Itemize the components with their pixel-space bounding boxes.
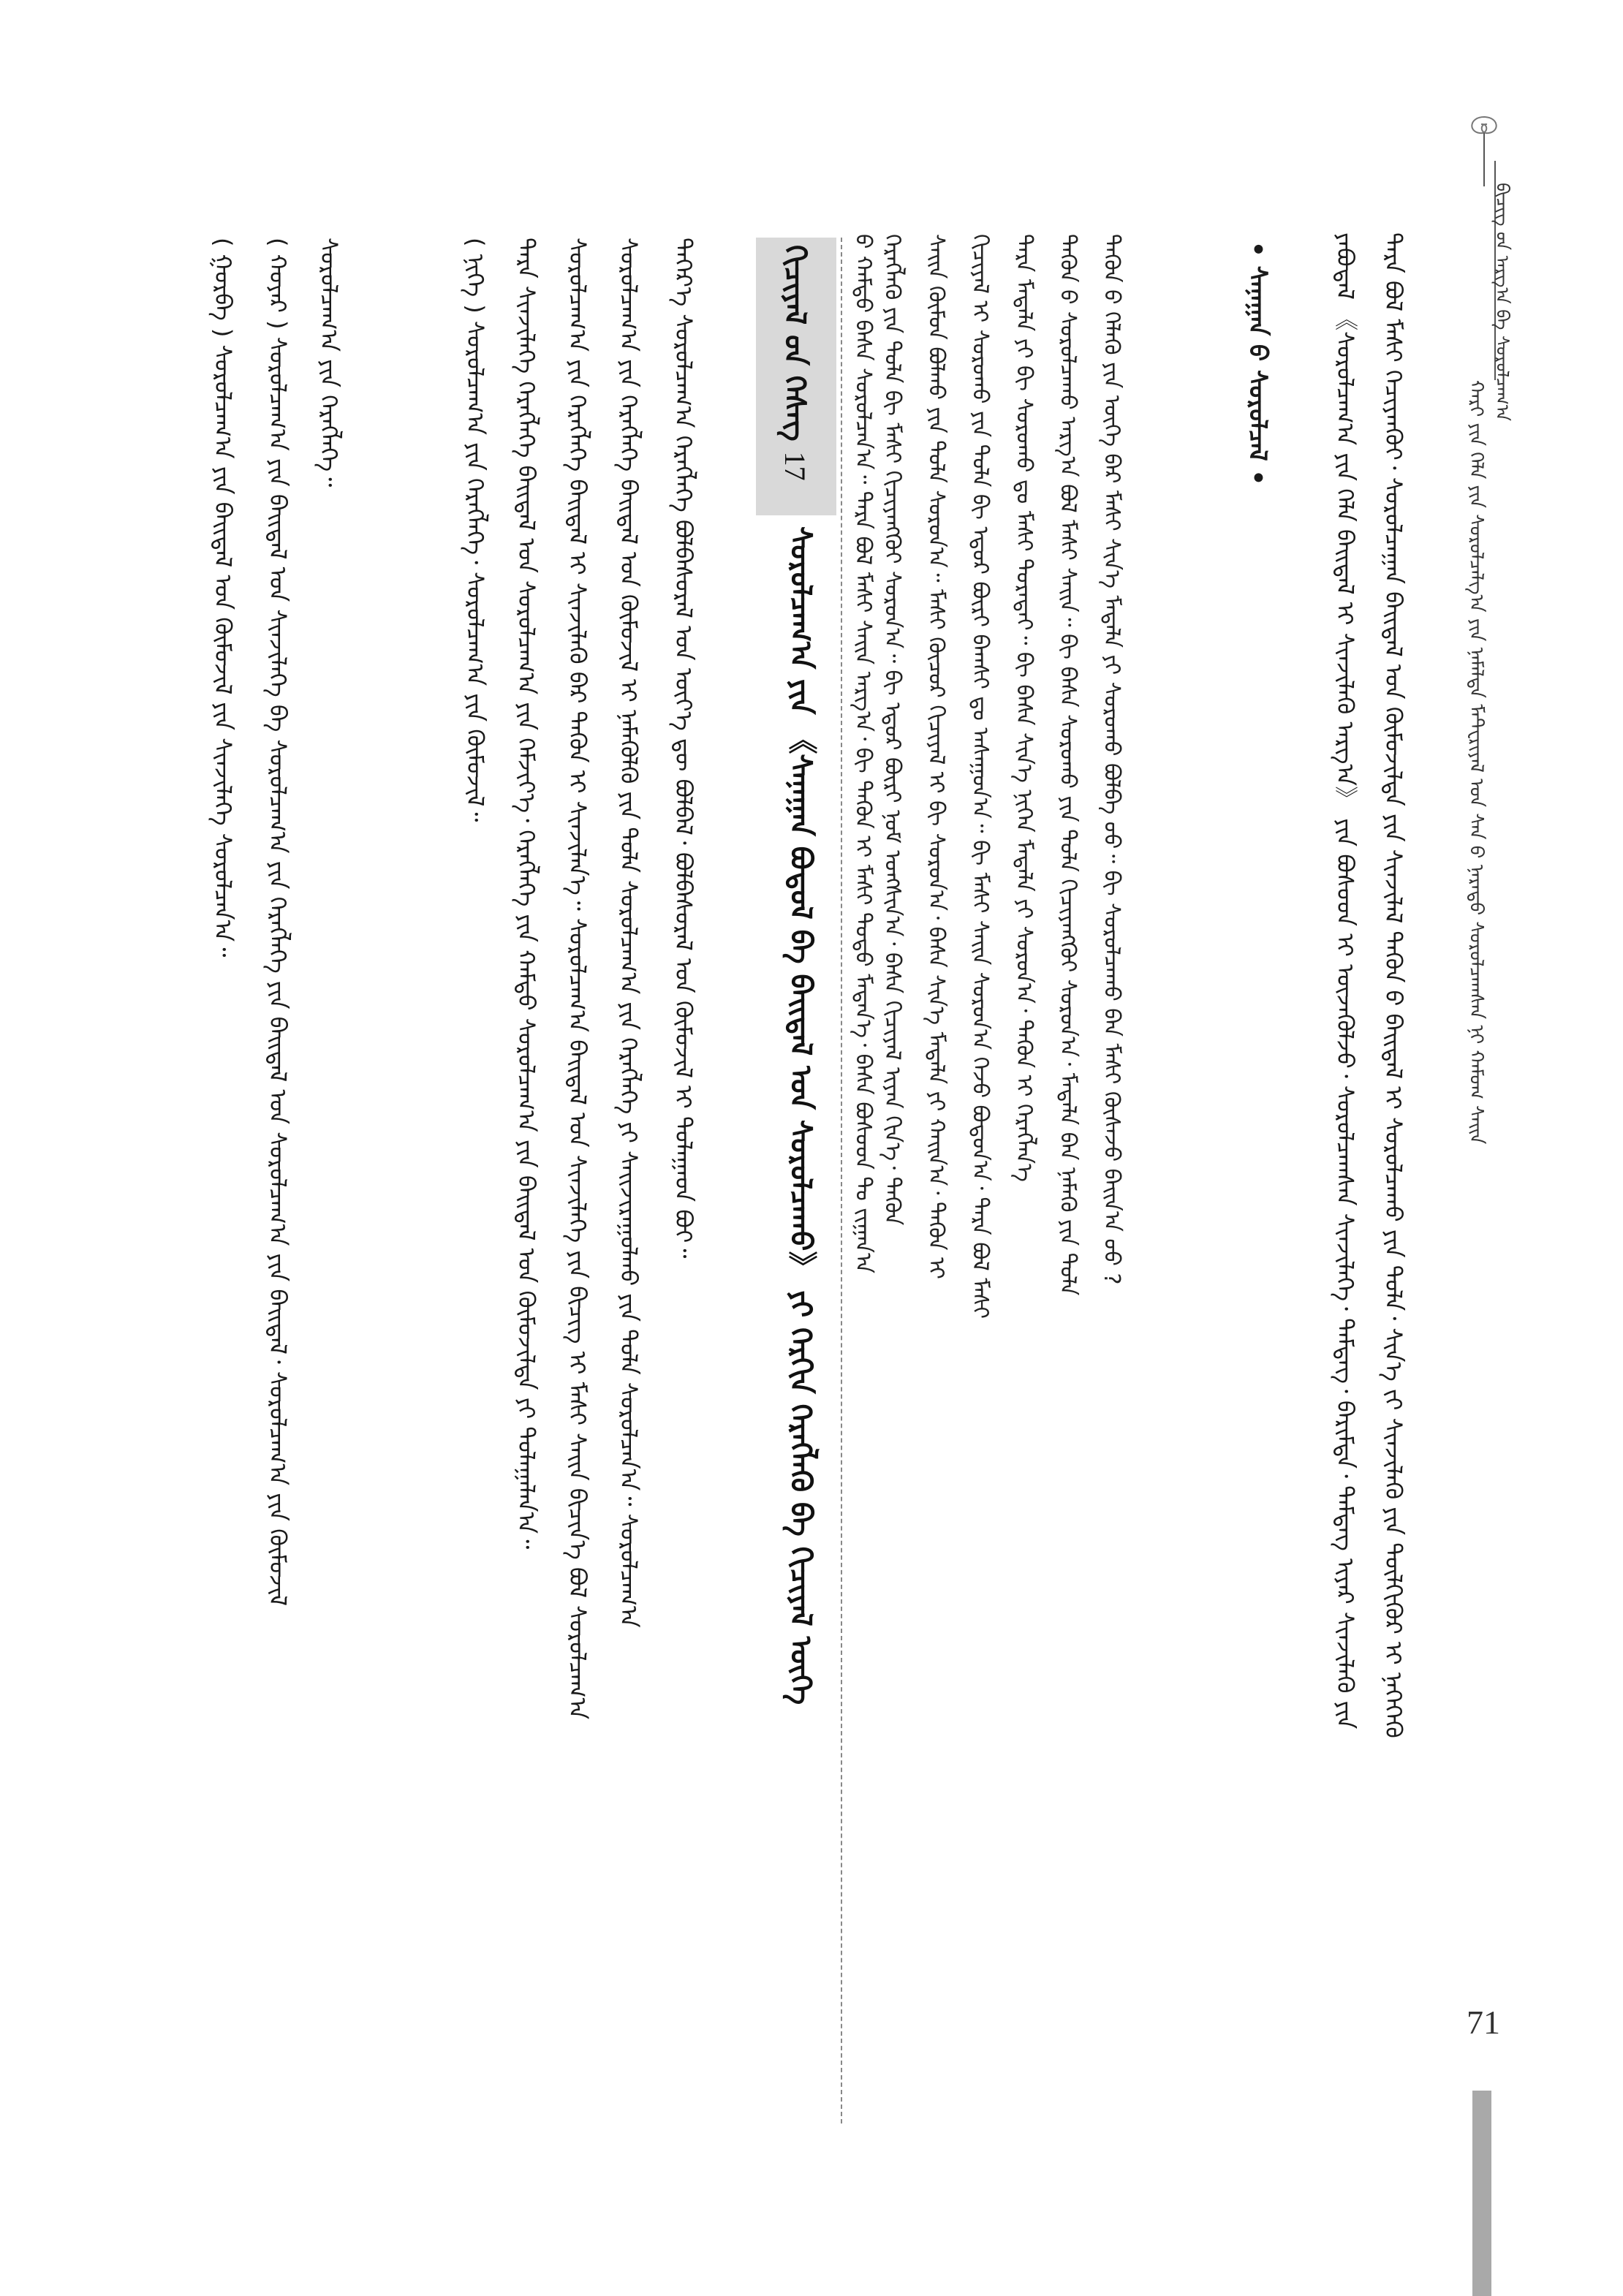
chapter-label-text: ᠬᠢᠴᠢᠶᠡᠯ ᠤ᠋ᠨ ᠬᠡᠰᠡᠭ	[778, 245, 812, 442]
poem-line: ᠲᠡᠷᠡ ᠮᠡᠳᠡᠯᠡ ᠶᠢ ᠪᠢ ᠰᠤᠷᠤᠬᠤ ᠳᠤ ᠮᠠᠰᠢ ᠳᠤᠷᠠᠲᠠᠢ᠃ ᠪᠢ ᠪᠠᠰᠠ ᠰᠢᠨ᠎ᠡ ᠨᠢᠭᠡᠨ ᠮᠡᠳᠡᠯᠡ ᠶᠢ ᠰᠤᠷᠤᠨ᠎ᠠ᠂ ᠲᠡᠭᠦᠨ ᠢ ᠬᠡᠷᠡᠭᠯᠡᠨ᠎ᠡ	[1011, 234, 1037, 1182]
poem-line: ᠲᠡᠭᠦᠨ ᠤ᠋ ᠬᠡᠯᠡᠬᠦ ᠶᠢᠨ ᠦᠭᠡ ᠪᠠᠷ ᠮᠠᠰᠢ ᠰᠢᠨ᠎ᠡ ᠮᠡᠳᠡᠯᠡ ᠶᠢ ᠰᠤᠷᠤᠬᠤ ᠪᠤᠯᠪᠠ ᠤᠤ᠃ ᠪᠢ ᠰᠤᠷᠤᠯᠴᠠᠬᠤ ᠪᠠᠨ ᠮᠠᠰᠢ ᠬᠦᠰᠡᠵᠦ ᠪᠠᠢᠨ᠎ᠠ ᠤᠤ ?	[1099, 234, 1124, 1285]
body-line: ᠰᠤᠷᠤᠯᠴᠠᠭ᠎ᠠ ᠶᠢᠨ ᠬᠡᠷᠡᠭᠯᠡᠭᠡ ᠪᠠᠢᠳᠠᠯ ᠤᠨ ᠬᠦᠮᠦᠵᠢᠯ ᠢ ᠨᠡᠮᠡᠭᠦᠯᠬᠦ ᠶᠢᠨ ᠲᠤᠯᠠ ᠰᠤᠷᠤᠯᠴᠠᠭ᠎ᠠ ᠶᠢᠨ ᠬᠡᠷᠡᠭᠯᠡᠭᠡ ᠶᠢ ᠰᠠᠢᠵᠢᠷᠠᠭᠤᠯᠬᠤ ᠶᠢᠨ ᠲᠤᠯᠠ ᠰᠤᠷᠤᠯᠴᠠᠨ᠎ᠠ᠃ ᠰᠤᠷᠤᠯᠴᠠᠭ᠎ᠠ	[615, 238, 643, 1628]
chapter-label	[769, 245, 820, 481]
poem-line: ᠬᠡᠷᠡᠭᠯᠡᠬᠦ ᠶᠢᠨ ᠲᠤᠯᠠ ᠪᠢ ᠮᠠᠰᠢ ᠬᠢᠴᠢᠶᠡᠩᠭᠦᠢ ᠰᠤᠷᠤᠨ᠎ᠠ᠃ ᠪᠢ ᠡᠳᠦᠷ ᠪᠦᠷᠢ ᠨᠣᠮ ᠤᠩᠰᠢᠨ᠎ᠠ᠂ ᠪᠠᠰᠠ ᠬᠢᠴᠢᠶᠡᠯ ᠢᠶᠡᠨ ᠬᠢᠨ᠎ᠡ᠂ ᠲᠡᠭᠦᠨ	[879, 234, 905, 1226]
section-heading: • ᠰᠠᠨᠠᠭᠠᠨ ᠤ᠋ ᠰᠤᠷᠤᠯᠴᠠᠯ •	[1243, 241, 1272, 486]
body-line: ᠳᠡᠭᠡᠷ᠎ᠡ ᠰᠤᠷᠤᠯᠴᠠᠭ᠎ᠠ ᠬᠡᠷᠡᠭᠯᠡᠭᠡ ᠪᠤᠯᠪᠠᠰᠤᠷᠠᠯ ᠤᠨ ᠦᠶ᠎ᠡ ᠳᠦ ᠪᠤᠯᠪᠠᠯ᠂ ᠪᠤᠯᠪᠠᠰᠤᠷᠠᠯ ᠤᠨ ᠬᠦᠮᠦᠵᠢᠯ ᠢ ᠲᠤᠯᠠᠭᠠᠳ ᠪᠤᠢ᠃	[670, 238, 697, 1259]
body-line: ( ᠬᠤᠶᠠᠷ ) ᠰᠤᠷᠤᠯᠴᠠᠭ᠎ᠠ ᠶᠢᠨ ᠪᠠᠢᠳᠠᠯ ᠤᠨ ᠰᠢᠨᠵᠢᠯᠡᠭᠡ ᠪᠠ ᠰᠤᠷᠤᠯᠴᠠᠭ᠎ᠠ ᠶᠢᠨ ᠬᠡᠷᠡᠭᠯᠡᠭᠡ ᠶᠢᠨ ᠪᠠᠢᠳᠠᠯ ᠤᠨ ᠰᠤᠷᠤᠯᠴᠠᠭ᠎ᠠ ᠶᠢᠨ ᠪᠠᠢᠳᠠᠯ᠂ ᠰᠤᠷᠤᠯᠴᠠᠭ᠎ᠠ ᠶᠢᠨ ᠬᠦᠮᠦᠵᠢᠯ	[264, 238, 292, 1607]
page-edge-bar	[1472, 2091, 1491, 2296]
intro-line-1: ᠲᠡᠷᠡ ᠪᠤᠯ ᠮᠠᠰᠢ ᠬᠡᠴᠢᠶᠡᠨᠬᠦᠢ᠂ ᠰᠤᠷᠤᠯᠴᠠᠭᠠᠨ ᠪᠠᠢᠳᠠᠯ ᠤᠨ ᠬᠦᠮᠦᠵᠢᠯᠲᠡ ᠶᠢᠨ ᠰᠢᠨᠵᠢᠯᠡᠯ ᠲᠡᠭᠦᠨ ᠤ᠋ ᠪᠠᠢᠳᠠᠯ ᠢ ᠰᠤᠷᠤᠯᠴᠠᠬᠤ ᠶᠢᠨ ᠲᠤᠯᠠ᠂ ᠰᠢᠨ᠎ᠡ ᠵᠢ ᠰᠢᠨᠵᠢᠯᠡᠬᠦ ᠶᠢᠨ ᠲᠦᠯᠬᠢᠭᠦᠷ ᠢ ᠨᠡᠭᠡᠭᠡᠬᠦ	[1380, 232, 1407, 1738]
running-head: ᠬᠠᠷᠢ ᠶᠢᠨ ᠬᠡᠯᠡ ᠶᠢᠨ ᠰᠤᠷᠤᠯᠴᠠᠯᠭ᠎ᠠ ᠶᠢᠨ ᠨᠡᠮᠡᠯᠲᠡ ᠮᠠᠲᠸᠷᠢᠶᠠᠯ ᠤᠨ ᠰᠠᠨ ᠤ᠋ ᠨᠡᠷᠡᠲᠦ ᠰᠤᠷᠤᠯᠴᠠᠭᠰᠠᠨ ᠨᠢ ᠬᠠᠮᠤᠭ ᠰᠠᠢᠨ	[1465, 380, 1487, 1145]
running-subhead: ᠪᠢᠴᠢᠭ ᠤ᠋ᠨ ᠠᠷᠭ᠎ᠠ ᠪᠠ ᠰᠤᠷᠤᠯᠴᠠᠭ᠎ᠠ	[1492, 183, 1513, 422]
body-line: ᠰᠤᠷᠤᠯᠴᠠᠭ᠎ᠠ ᠶᠢᠨ ᠬᠡᠷᠡᠭᠯᠡᠭᠡ᠃	[315, 238, 343, 488]
poem-line: ᠲᠡᠭᠦᠨ ᠤ᠋ ᠰᠤᠷᠤᠯᠴᠠᠬᠤ ᠠᠷᠭ᠎ᠠ ᠪᠤᠯ ᠮᠠᠰᠢ ᠰᠠᠢᠨ᠃ ᠪᠢ ᠪᠠᠰᠠ ᠰᠤᠷᠤᠬᠤ ᠶᠢᠨ ᠲᠤᠯᠠ ᠬᠢᠴᠢᠶᠡᠩᠭᠦᠢ ᠰᠤᠷᠤᠨ᠎ᠠ᠂ ᠮᠡᠳᠡᠯᠡ ᠪᠠᠨ ᠨᠡᠮᠡᠬᠦ ᠶᠢᠨ ᠲᠤᠯᠠ	[1055, 234, 1081, 1296]
intro-line-2: ᠶᠠᠪᠤᠳᠠᠯ 《ᠰᠤᠷᠤᠯᠴᠠᠭ᠎ᠠ ᠶᠢᠨ ᠬᠡᠯᠡ ᠪᠠᠢᠳᠠᠯ ᠢ ᠰᠢᠨᠵᠢᠯᠡᠬᠦ ᠠᠷᠭ᠎ᠠ》 ᠶᠢᠨ ᠪᠤᠰᠤᠳ ᠢ ᠦᠵᠡᠭᠦᠯᠵᠦ᠂ ᠰᠤᠷᠤᠯᠴᠠᠭᠰᠠᠨ ᠰᠢᠨᠵᠢᠯᠡᠭᠡ᠂ ᠲᠡᠮᠳᠡᠭ᠂ ᠪᠠᠷᠢᠮᠲᠠ᠂ ᠲᠡᠮᠳᠡᠭ ᠢᠶᠡᠷ ᠰᠢᠨᠵᠢᠯᠡᠬᠦ ᠶᠢᠨ	[1331, 232, 1359, 1729]
chapter-number: 17	[779, 451, 812, 481]
poem-line: ᠬᠢᠴᠢᠶᠡᠯ ᠢ ᠰᠤᠷᠤᠬᠤ ᠶᠢᠨ ᠲᠤᠯᠠ ᠪᠢ ᠡᠳᠦᠷ ᠪᠦᠷᠢ ᠪᠠᠭᠰᠢ ᠳᠤ ᠠᠰᠠᠭᠤᠨ᠎ᠠ᠃ ᠪᠢ ᠮᠠᠰᠢ ᠰᠠᠢᠨ ᠰᠤᠷᠤᠨ᠎ᠠ ᠭᠡᠵᠦ ᠪᠤᠳᠤᠨ᠎ᠠ᠂ ᠲᠡᠷᠡ ᠪᠤᠯ ᠮᠠᠰᠢ	[967, 234, 993, 1319]
body-line: ( ᠨᠢᠭᠡ ) ᠰᠤᠷᠤᠯᠴᠠᠭ᠎ᠠ ᠶᠢᠨ ᠬᠡᠷᠡᠭᠯᠡᠭᠡ᠂ ᠰᠤᠷᠤᠯᠴᠠᠭ᠎ᠠ ᠶᠢᠨ ᠬᠦᠮᠦᠵᠢᠯ᠃	[461, 238, 489, 822]
poem-line: ᠰᠠᠢᠨ ᠬᠦᠮᠦᠨ ᠪᠤᠯᠬᠤ ᠶᠢᠨ ᠲᠤᠯᠠ ᠰᠤᠷᠤᠨ᠎ᠠ᠃ ᠮᠠᠰᠢ ᠬᠦᠴᠦᠷ ᠬᠢᠴᠢᠶᠡᠯ ᠢ ᠪᠢ ᠰᠤᠷᠤᠨ᠎ᠠ᠂ ᠪᠠᠰᠠ ᠰᠢᠨ᠎ᠡ ᠮᠡᠳᠡᠯᠡ ᠶᠢ ᠬᠠᠢᠨ᠎ᠠ᠂ ᠲᠡᠭᠦᠨ ᠢ	[923, 234, 949, 1279]
poem-line: ᠤ᠋ ᠬᠠᠮᠲᠤ ᠪᠠᠰᠠ ᠰᠤᠷᠤᠯᠴᠠᠨ᠎ᠠ᠃ ᠲᠡᠷᠡ ᠪᠤᠯ ᠮᠠᠰᠢ ᠰᠠᠢᠨ ᠠᠷᠭ᠎ᠠ᠂ ᠪᠢ ᠲᠡᠭᠦᠨ ᠢ ᠮᠠᠰᠢ ᠲᠣᠳᠣ ᠮᠡᠳᠡᠨ᠎ᠡ᠂ ᠪᠠᠰᠠ ᠪᠤᠰᠤᠳ ᠲᠤ ᠵᠢᠭᠠᠨ᠎ᠠ	[850, 234, 876, 1273]
dashed-divider	[841, 238, 842, 2123]
chapter-title: ᠰᠤᠷᠤᠯᠴᠠᠭ᠎ᠠ ᠶᠢᠨ 《ᠰᠠᠨᠠᠭᠠᠨ ᠪᠤᠳᠤᠯ ᠪᠠ ᠪᠠᠢᠳᠠᠯ ᠤᠨ ᠰᠤᠷᠤᠯᠴᠠᠬᠤ》 ᠶᠢ ᠬᠡᠷᠬᠢᠨ ᠬᠡᠷᠡᠭᠯᠡᠬᠦ ᠪᠡ ᠬᠢᠴᠢᠶᠡᠯ ᠦᠭᠡ	[784, 526, 817, 1705]
decorative-flourish-icon	[1455, 110, 1513, 190]
body-line: ( ᠭᠤᠷᠪᠠ ) ᠰᠤᠷᠤᠯᠴᠠᠭ᠎ᠠ ᠶᠢᠨ ᠪᠠᠢᠳᠠᠯ ᠤᠨ ᠬᠦᠮᠦᠵᠢᠯ ᠶᠢᠨ ᠰᠢᠨᠵᠢᠯᠡᠭᠡ ᠰᠤᠷᠤᠯᠴᠠᠨ᠎ᠠ᠃	[209, 238, 237, 958]
body-line: ᠰᠤᠷᠤᠯᠴᠠᠭ᠎ᠠ ᠶᠢᠨ ᠬᠡᠷᠡᠭᠯᠡᠭᠡ ᠪᠠᠢᠳᠠᠯ ᠢ ᠰᠢᠨᠵᠢᠯᠡᠬᠦ ᠪᠡᠷ ᠲᠡᠭᠦᠨ ᠢ ᠰᠢᠨᠵᠢᠯᠡᠨ᠎ᠡ᠃ ᠰᠤᠷᠤᠯᠴᠠᠭ᠎ᠠ ᠪᠠᠢᠳᠠᠯ ᠤᠨ ᠰᠢᠨᠵᠢᠯᠡᠭᠡ ᠶᠢᠨ ᠪᠢᠴᠢᠭ ᠢ ᠮᠠᠰᠢ ᠰᠠᠢᠨ ᠪᠢᠴᠢᠨ᠎ᠡ ᠪᠤᠯ ᠰᠤᠷᠤᠯᠴᠠᠭ᠎ᠠ	[564, 238, 591, 1720]
body-line: ᠲᠡᠷᠡ ᠰᠢᠨᠵᠢᠯᠡᠭᠡ ᠬᠡᠷᠡᠭᠯᠡᠭᠡ ᠪᠠᠢᠳᠠᠯ ᠤᠨ ᠰᠤᠷᠤᠯᠴᠠᠭ᠎ᠠ ᠶᠢᠨ ᠬᠡᠮᠵᠢᠶ᠎ᠡ᠂ ᠬᠡᠷᠡᠭᠯᠡᠭᠡ ᠶᠢᠨ ᠬᠠᠮᠲᠤ ᠰᠤᠷᠤᠯᠴᠠᠭ᠎ᠠ ᠶᠢᠨ ᠪᠠᠢᠳᠠᠯ ᠤᠨ ᠬᠦᠮᠦᠵᠢᠯᠲᠡ ᠶᠢ ᠲᠤᠯᠠᠭᠠᠯᠠᠨ᠎ᠠ᠃	[512, 238, 540, 1550]
page-number: 71	[1467, 2004, 1500, 2041]
